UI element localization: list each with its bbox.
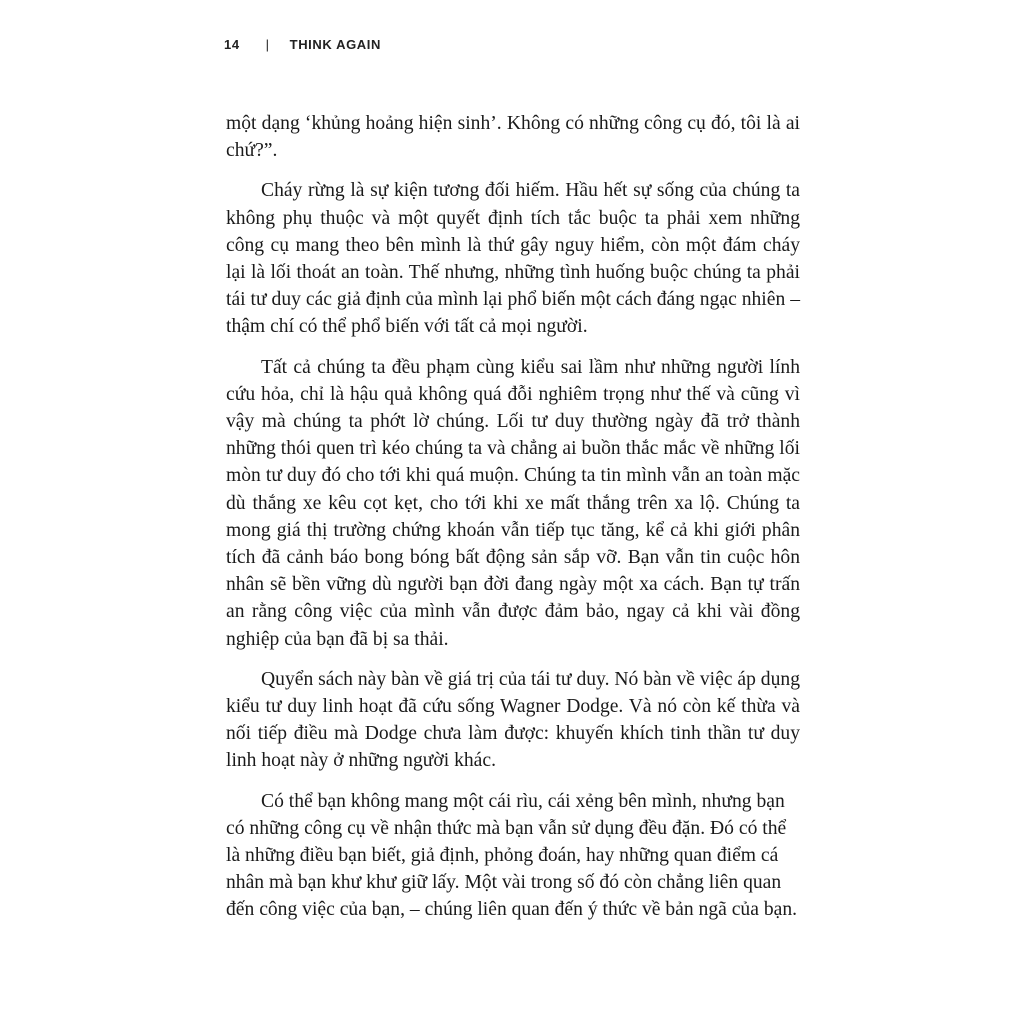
page-number: 14 — [224, 37, 240, 52]
paragraph-book-purpose: Quyển sách này bàn về giá trị của tái tư duy. Nó bàn về việc áp dụng kiểu tư duy linh hoạt đã cứu sống Wagner Dodge. Và nó còn kế thừa và nối tiếp điều mà Dodge chưa làm được: khuyến khích tinh thần tư duy linh hoạt này ở những người khác. — [226, 668, 800, 772]
header-separator: | — [265, 37, 270, 52]
paragraph-continuation: một dạng ‘khủng hoảng hiện sinh’. Không có những công cụ đó, tôi là ai chứ?”. — [226, 113, 800, 162]
running-header — [224, 37, 381, 52]
body-text — [226, 110, 800, 937]
paragraph-wildfire: Cháy rừng là sự kiện tương đối hiếm. Hầu hết sự sống của chúng ta không phụ thuộc và một quyết định tích tắc buộc ta phải xem những công cụ mang theo bên mình là thứ gây nguy hiểm, còn một đám cháy lại là lối thoát an toàn. Thế nhưng, những tình huống buộc chúng ta phải tái tư duy các giả định của mình lại phổ biến một cách đáng ngạc nhiên – thậm chí có thể phổ biến với tất cả mọi người. — [226, 180, 800, 338]
book-title: THINK AGAIN — [289, 37, 381, 52]
paragraph-common-mistakes: Tất cả chúng ta đều phạm cùng kiểu sai lầm như những người lính cứu hỏa, chỉ là hậu quả không quá đỗi nghiêm trọng như thế và cũng vì vậy mà chúng ta phớt lờ chúng. Lối tư duy thường ngày đã trở thành những thói quen trì kéo chúng ta và chẳng ai buồn thắc mắc về những lối mòn tư duy đó cho tới khi quá muộn. Chúng ta tin mình vẫn an toàn mặc dù thắng xe kêu cọt kẹt, cho tới khi xe mất thắng trên xa lộ. Chúng ta mong giá thị trường chứng khoán vẫn tiếp tục tăng, kể cả khi giới phân tích đã cảnh báo bong bóng bất động sản sắp vỡ. Bạn vẫn tin cuộc hôn nhân sẽ bền vững dù người bạn đời đang ngày một xa cách. Bạn tự trấn an rằng công việc của mình vẫn được đảm bảo, ngay cả khi vài đồng nghiệp của bạn đã bị sa thải. — [226, 356, 800, 650]
paragraph-cognitive-tools: Có thể bạn không mang một cái rìu, cái xẻng bên mình, nhưng bạn có những công cụ về nhận thức mà bạn vẫn sử dụng đều đặn. Đó có thể là những điều bạn biết, giả định, phỏng đoán, hay những quan điểm cá nhân mà bạn khư khư giữ lấy. Một vài trong số đó còn chẳng liên quan đến công việc của bạn, – chúng liên quan đến ý thức về bản ngã của bạn. — [226, 790, 798, 921]
